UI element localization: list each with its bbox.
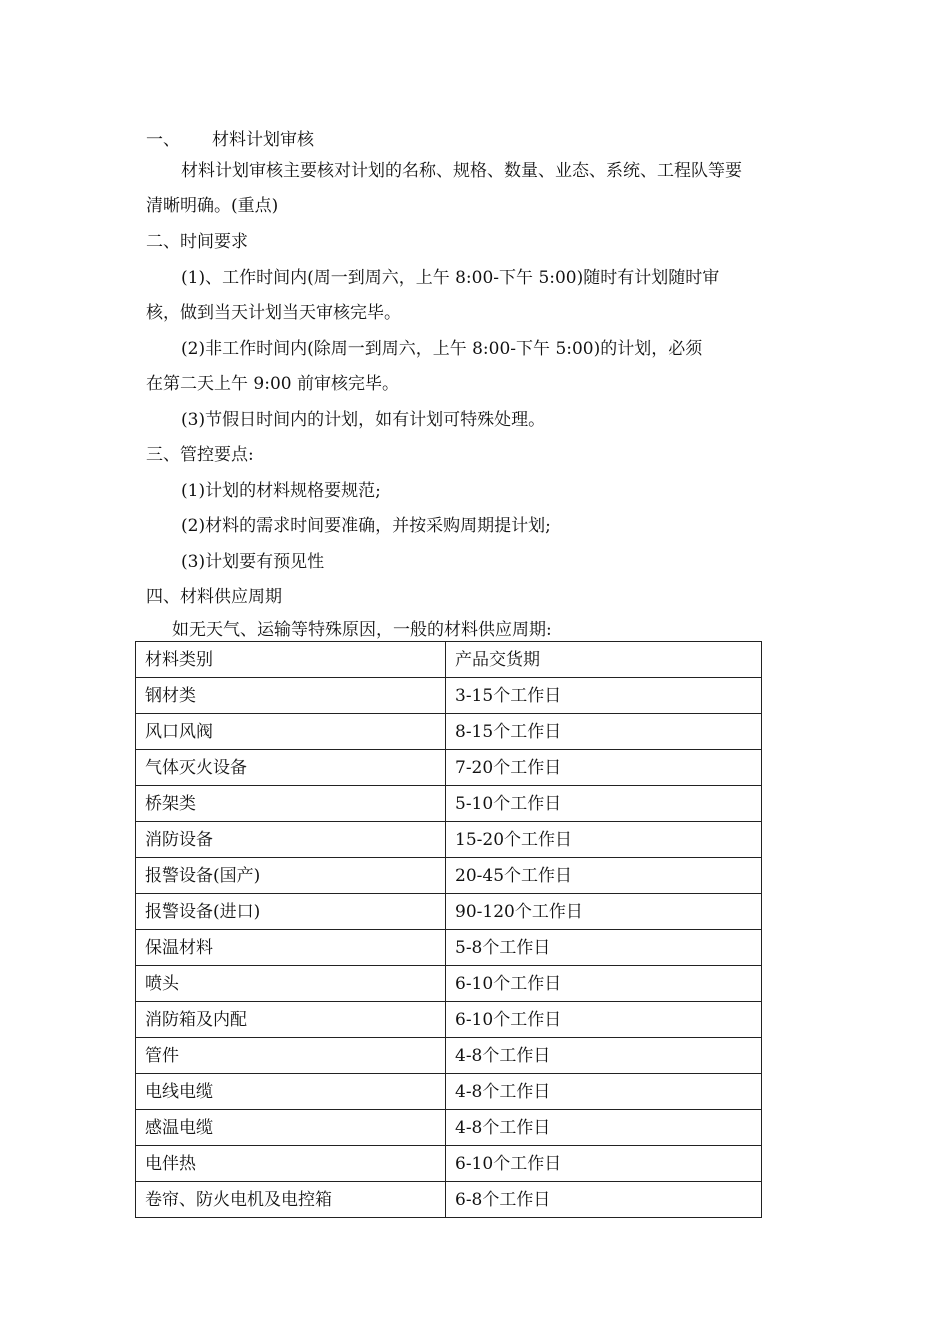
table-cell-delivery: 8-15个工作日 bbox=[446, 714, 762, 750]
table-cell-category: 电线电缆 bbox=[136, 1074, 446, 1110]
table-cell-delivery: 4-8个工作日 bbox=[446, 1038, 762, 1074]
table-header-category: 材料类别 bbox=[136, 642, 446, 678]
table-cell-delivery: 20-45个工作日 bbox=[446, 858, 762, 894]
table-row bbox=[136, 1002, 762, 1038]
table-cell-delivery: 5-8个工作日 bbox=[446, 930, 762, 966]
table-header-delivery: 产品交货期 bbox=[446, 642, 762, 678]
table-row bbox=[136, 714, 762, 750]
section1-title: 材料计划审核 bbox=[212, 130, 314, 150]
table-row bbox=[136, 678, 762, 714]
section2-item2-line1: (2)非工作时间内(除周一到周六，上午 8:00-下午 5:00)的计划，必须 bbox=[181, 339, 703, 359]
section2-heading: 二、时间要求 bbox=[146, 232, 248, 252]
section1-paragraph-line1: 材料计划审核主要核对计划的名称、规格、数量、业态、系统、工程队等要 bbox=[181, 161, 742, 181]
table-row bbox=[136, 1146, 762, 1182]
section1-paragraph-line2: 清晰明确。(重点) bbox=[146, 196, 279, 216]
section3-heading: 三、管控要点: bbox=[146, 445, 254, 465]
table-row bbox=[136, 786, 762, 822]
section1-number: 一、 bbox=[146, 130, 180, 150]
table-cell-category: 报警设备(进口) bbox=[136, 894, 446, 930]
supply-cycle-table bbox=[135, 641, 762, 1218]
table-cell-delivery: 4-8个工作日 bbox=[446, 1074, 762, 1110]
section2-item3: (3)节假日时间内的计划，如有计划可特殊处理。 bbox=[181, 410, 546, 430]
section3-item3: (3)计划要有预见性 bbox=[181, 552, 325, 572]
section2-item1-line1: (1)、工作时间内(周一到周六，上午 8:00-下午 5:00)随时有计划随时审 bbox=[181, 268, 720, 288]
table-cell-delivery: 15-20个工作日 bbox=[446, 822, 762, 858]
table-cell-delivery: 6-8个工作日 bbox=[446, 1182, 762, 1218]
table-cell-category: 报警设备(国产) bbox=[136, 858, 446, 894]
table-cell-delivery: 6-10个工作日 bbox=[446, 966, 762, 1002]
table-cell-category: 管件 bbox=[136, 1038, 446, 1074]
table-row bbox=[136, 858, 762, 894]
section2-item2-line2: 在第二天上午 9:00 前审核完毕。 bbox=[146, 374, 399, 394]
section4-intro: 如无天气、运输等特殊原因，一般的材料供应周期: bbox=[172, 620, 552, 640]
table-row bbox=[136, 894, 762, 930]
table-cell-category: 消防设备 bbox=[136, 822, 446, 858]
table-cell-category: 喷头 bbox=[136, 966, 446, 1002]
section3-item2: (2)材料的需求时间要准确，并按采购周期提计划; bbox=[181, 516, 551, 536]
table-row bbox=[136, 966, 762, 1002]
table-cell-delivery: 4-8个工作日 bbox=[446, 1110, 762, 1146]
table-cell-category: 电伴热 bbox=[136, 1146, 446, 1182]
table-row bbox=[136, 1074, 762, 1110]
table-cell-delivery: 7-20个工作日 bbox=[446, 750, 762, 786]
table-row bbox=[136, 1110, 762, 1146]
table-row bbox=[136, 1182, 762, 1218]
table-cell-category: 保温材料 bbox=[136, 930, 446, 966]
section2-item1-line2: 核，做到当天计划当天审核完毕。 bbox=[146, 303, 401, 323]
table-cell-delivery: 5-10个工作日 bbox=[446, 786, 762, 822]
table-cell-delivery: 3-15个工作日 bbox=[446, 678, 762, 714]
section3-item1: (1)计划的材料规格要规范; bbox=[181, 481, 381, 501]
table-cell-category: 卷帘、防火电机及电控箱 bbox=[136, 1182, 446, 1218]
table-cell-category: 消防箱及内配 bbox=[136, 1002, 446, 1038]
table-header-row bbox=[136, 642, 762, 678]
section4-heading: 四、材料供应周期 bbox=[146, 587, 282, 607]
table-cell-category: 感温电缆 bbox=[136, 1110, 446, 1146]
table-row bbox=[136, 930, 762, 966]
table-cell-delivery: 6-10个工作日 bbox=[446, 1146, 762, 1182]
table-cell-category: 钢材类 bbox=[136, 678, 446, 714]
table-row bbox=[136, 822, 762, 858]
table-cell-category: 气体灭火设备 bbox=[136, 750, 446, 786]
table-cell-delivery: 6-10个工作日 bbox=[446, 1002, 762, 1038]
table-cell-category: 风口风阀 bbox=[136, 714, 446, 750]
table-row bbox=[136, 750, 762, 786]
table-row bbox=[136, 1038, 762, 1074]
table-cell-delivery: 90-120个工作日 bbox=[446, 894, 762, 930]
table-cell-category: 桥架类 bbox=[136, 786, 446, 822]
